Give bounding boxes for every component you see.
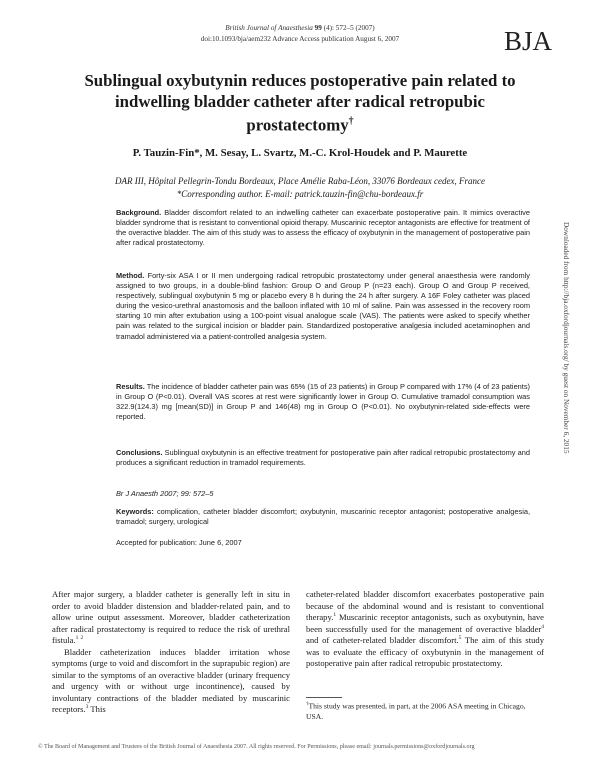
body-right-column [306, 589, 544, 670]
background-label: Background. [116, 208, 162, 217]
journal-issue-pages: (4): 572–5 (2007) [323, 24, 375, 32]
results-label: Results. [116, 382, 145, 391]
conclusions-label: Conclusions. [116, 448, 163, 457]
copyright-footer: © The Board of Management and Trustees of the British Journal of Anaesthesia 2007. All rights reserved. For Permissions, please email: journals.permissions@oxfordjournals.org [38, 744, 475, 750]
conclusions-text: Sublingual oxybutynin is an effective treatment for postoperative pain after radical retropubic prostatectomy and produces a significant reduction in tramadol requirements. [116, 448, 530, 468]
abstract-conclusions [116, 448, 530, 468]
article-title [70, 71, 530, 136]
keywords-text: complication, catheter bladder discomfort; oxybutynin, muscarinic receptor antagonist; postoperative analgesia, tramadol; surgery, urological [116, 507, 530, 527]
article-title-text: Sublingual oxybutynin reduces postoperative pain related to indwelling bladder catheter after radical retropubic prostatectomy [84, 71, 516, 135]
footnote-mark: † [306, 702, 309, 707]
footnote-rule [306, 697, 342, 698]
journal-logo: BJA [503, 26, 552, 56]
journal-name: British Journal of Anaesthesia [225, 24, 313, 32]
corresponding-author: *Corresponding author. E-mail: patrick.tauzin-fin@chu-bordeaux.fr [176, 189, 424, 199]
body-paragraph: After major surgery, a bladder catheter is generally left in situ in order to avoid bladder distension and bladder-related pain, and to allow urine output assessment. Moreover, bladder catheterization after radical prostatectomy is required to reduce the risk of urethral fistula.$^1$ $^2$ [52, 589, 290, 646]
footnote [306, 700, 544, 722]
doi-line: doi:10.1093/bja/aem232 Advance Access publication August 6, 2007 [200, 35, 400, 43]
background-text: Bladder discomfort related to an indwelling catheter can exacerbate postoperative pain. It mimics overactive bladder syndrome that is resistant to conventional opioid therapy. Muscarinic receptor antagonists are effective for treatment of the overactive bladder. The aim of this study was to assess the efficacy of oxybutynin in the management of postoperative pain after radical prostatectomy. [116, 208, 530, 248]
abstract-background [116, 208, 530, 248]
method-text: Forty-six ASA I or II men undergoing radical retropubic prostatectomy under general anaesthesia were randomly assigned to two groups, in a double-blind fashion: Group O and Group P (n=23 each). Group O and Group P received, respectively, sublingual oxybutynin 5 mg or placebo every 8 h during the 24 h after surgery. A 16F Foley catheter was placed during the vesico-urethral anastomosis and the balloon inflated with 10 ml of saline. Pain was assessed in the recovery room starting 10 min after extubation using a 100-point visual analogue scale (VAS). The patients were asked to specify whether pain was related to the surgical incision or bladder pain. Standardized postoperative analgesia included acetaminophen and tramadol administered via a patient-controlled analgesia system. [116, 271, 530, 341]
affiliation: DAR III, Hôpital Pellegrin-Tondu Bordeaux, Place Amélie Raba-Léon, 33076 Bordeaux cedex, France [115, 176, 485, 186]
journal-volume: 99 [314, 24, 322, 32]
accepted-date: Accepted for publication: June 6, 2007 [116, 538, 242, 547]
results-text: The incidence of bladder catheter pain was 65% (15 of 23 patients) in Group P compared with 17% (4 of 23 patients) in Group O (P<0.01). Overall VAS scores at rest were significantly lower in Group O. Cumulative tramadol consumption was 322.9(124.3) mg [mean(SD)] in Group P and 146(48) mg in Group O (P<0.01). No oxybutynin-related side-effects were reported. [116, 382, 531, 422]
journal-citation-line [160, 24, 440, 33]
abstract-keywords [116, 507, 530, 527]
author-list: P. Tauzin-Fin*, M. Sesay, L. Svartz, M.-C. Krol-Houdek and P. Maurette [132, 147, 468, 159]
abstract-method [116, 271, 530, 342]
body-left-column [52, 589, 290, 716]
abstract-citation: Br J Anaesth 2007; 99: 572–5 [116, 489, 214, 498]
abstract-results [116, 382, 530, 422]
keywords-label: Keywords: [116, 507, 154, 516]
body-paragraph: catheter-related bladder discomfort exacerbates postoperative pain because of the abdominal wound and is resistant to conventional therapy.$^1$ Muscarinic receptor antagonists, such as oxybutynin, have been successfully used for the management of overactive bladder$^4$ and of catheter-related bladder discomfort.$^5$ The aim of this study was to evaluate the efficacy of oxybutynin in the management of postoperative pain after radical retropubic prostatectomy. [306, 589, 544, 669]
title-footnote-mark: † [348, 116, 354, 127]
body-paragraph: Bladder catheterization induces bladder irritation whose symptoms (urge to void and discomfort in the suprapubic region) are similar to the symptoms of an overactive bladder (urinary frequency and urgency with or without urge incontinence), caused by involuntary contractions of the bladder mediated by muscarinic receptors.$^3$ This [52, 646, 290, 715]
method-label: Method. [116, 271, 145, 280]
footnote-text: This study was presented, in part, at the 2006 ASA meeting in Chicago, USA. [306, 701, 526, 721]
download-sidebar: Downloaded from http://bja.oxfordjournals.org/ by guest on November 6, 2015 [562, 222, 571, 454]
